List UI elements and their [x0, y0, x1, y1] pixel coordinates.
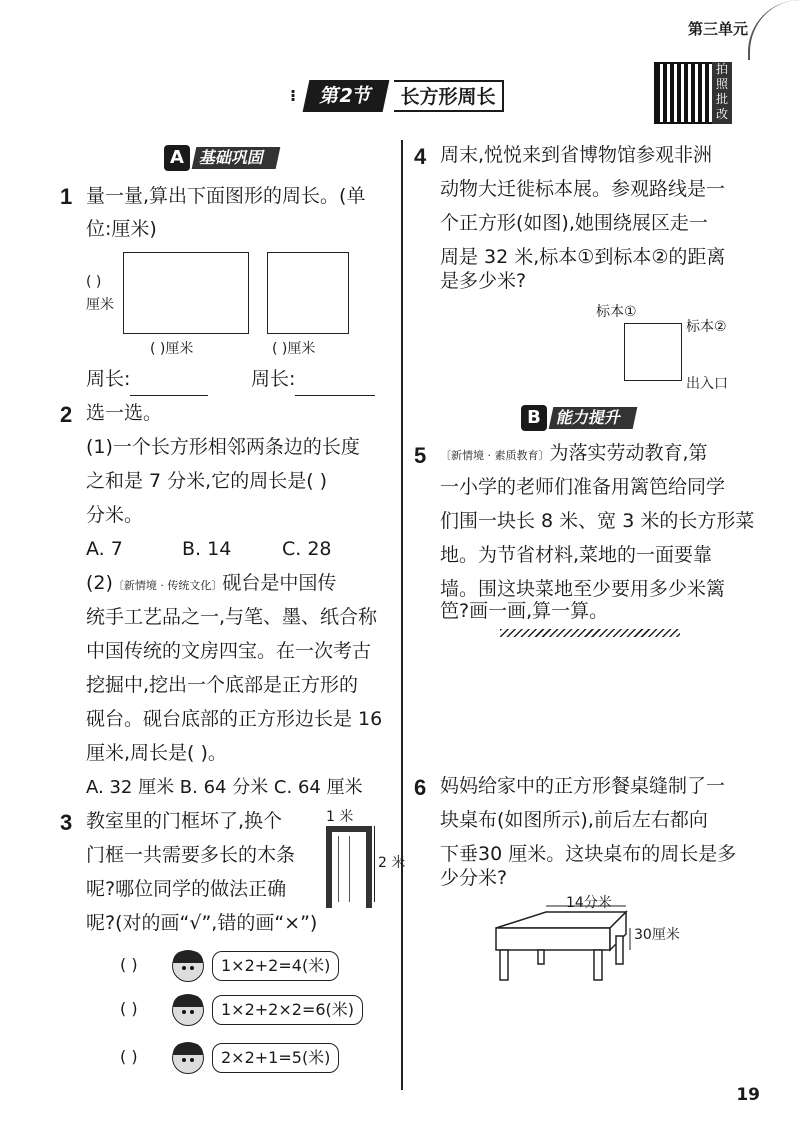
part-b-title: 能力提升 — [549, 407, 638, 429]
part-a-letter: A — [164, 145, 190, 171]
student-avatar-3 — [172, 1042, 204, 1074]
q1-perimeter-answer-2[interactable] — [295, 373, 375, 396]
q1-side-blank[interactable]: ( ) — [86, 274, 102, 290]
unit-label: 第三单元 — [687, 20, 748, 38]
q1-perimeter-label: 周长: — [86, 368, 131, 390]
q4-label-entrance: 出入口 — [686, 376, 728, 392]
q1-rect-blank[interactable]: ( )厘米 — [150, 341, 194, 357]
q2-p2-text: 砚台是中国传 — [222, 572, 337, 594]
part-b-letter: B — [521, 405, 547, 431]
qr-code[interactable] — [654, 62, 716, 124]
q2-p2-line5: 砚台。砚台底部的正方形边长是 16 — [86, 708, 383, 730]
q4-label-specimen-2: 标本② — [686, 319, 727, 335]
q2-p2-line6: 厘米,周长是( )。 — [86, 742, 227, 764]
q2-number: 2 — [60, 402, 73, 427]
section-number: 第2节 — [303, 80, 390, 112]
q5-line2: 一小学的老师们准备用篱笆给同学 — [440, 476, 726, 498]
q2-p1-option-b[interactable]: B. 14 — [182, 538, 232, 560]
door-width-label: 1 米 — [326, 809, 354, 825]
q4-label-specimen-1: 标本① — [596, 304, 637, 320]
q1-side-unit: 厘米 — [86, 297, 114, 313]
q5-line6: 笆?画一画,算一算。 — [440, 600, 609, 622]
q4-line2: 动物大迁徙标本展。参观路线是一 — [440, 178, 726, 200]
q4-route-square — [624, 323, 682, 381]
q1-rectangle — [123, 252, 249, 334]
q3-method-2: 1×2+2×2=6(米) — [212, 995, 363, 1025]
q2-p1-line3: 分米。 — [86, 504, 144, 526]
q4-line3: 个正方形(如图),她围绕展区走一 — [440, 212, 708, 234]
qr-label: 拍照批改 — [712, 62, 732, 124]
part-a-title: 基础巩固 — [192, 147, 281, 169]
q3-answer-blank-3[interactable]: ( ) — [120, 1047, 138, 1066]
q1-text-line2: 位:厘米) — [86, 218, 157, 240]
unit-corner-decoration — [748, 0, 800, 60]
q3-method-1: 1×2+2=4(米) — [212, 951, 339, 981]
q1-square-blank[interactable]: ( )厘米 — [272, 341, 316, 357]
page-number: 19 — [736, 1085, 760, 1105]
door-inner — [338, 836, 350, 902]
q6-line4: 少分米? — [440, 867, 508, 889]
q6-line3: 下垂30 厘米。这块桌布的周长是多 — [440, 843, 737, 865]
section-name: 长方形周长 — [394, 80, 504, 112]
q2-p2-tag: 〔新情境 · 传统文化〕 — [112, 579, 223, 592]
q4-line4: 周是 32 米,标本①到标本②的距离 — [440, 246, 726, 268]
q6-top-dimension: 14分米 — [566, 895, 612, 911]
q2-title: 选一选。 — [86, 402, 163, 424]
door-height-label: 2 米 — [378, 855, 406, 871]
part-b-header — [521, 405, 651, 431]
q3-answer-blank-2[interactable]: ( ) — [120, 999, 138, 1018]
q5-line1-text: 为落实劳动教育,第 — [549, 442, 708, 464]
wall-hatch — [500, 629, 680, 637]
q1-text-line1: 量一量,算出下面图形的周长。(单 — [86, 185, 366, 207]
q5-tag: 〔新情境 · 素质教育〕 — [440, 449, 550, 462]
q3-line2: 门框一共需要多长的木条 — [86, 844, 296, 866]
q1-perimeter-answer-1[interactable] — [130, 373, 208, 396]
q3-answer-blank-1[interactable]: ( ) — [120, 955, 138, 974]
q2-p2-line4: 挖掘中,挖出一个底部是正方形的 — [86, 674, 359, 696]
q3-number: 3 — [60, 810, 73, 835]
q1-number: 1 — [60, 184, 73, 209]
q3-method-3: 2×2+1=5(米) — [212, 1043, 339, 1073]
title-decoration: ⁝ — [290, 86, 297, 105]
student-avatar-2 — [172, 994, 204, 1026]
q2-p1-line2: 之和是 7 分米,它的周长是( ) — [86, 470, 328, 492]
q5-line1 — [440, 437, 708, 472]
q5-number: 5 — [414, 443, 427, 468]
q1-perimeter-row-2 — [251, 363, 375, 396]
q4-number: 4 — [414, 144, 427, 169]
q1-square — [267, 252, 349, 334]
q5-line3: 们围一块长 8 米、宽 3 米的长方形菜 — [440, 510, 755, 532]
q6-side-dimension: 30厘米 — [634, 927, 680, 943]
q1-perimeter-row-1 — [86, 363, 208, 396]
q3-line4: 呢?(对的画“√”,错的画“×”) — [86, 912, 318, 934]
door-height-line — [374, 826, 375, 902]
student-avatar-1 — [172, 950, 204, 982]
q5-line5: 墙。围这块菜地至少要用多少米篱 — [440, 578, 726, 600]
q3-line1: 教室里的门框坏了,换个 — [86, 810, 283, 832]
q4-line1: 周末,悦悦来到省博物馆参观非洲 — [440, 144, 713, 166]
section-title — [306, 80, 506, 112]
q4-line5: 是多少米? — [440, 270, 527, 292]
q6-line2: 块桌布(如图所示),前后左右都向 — [440, 809, 708, 831]
part-a-header — [164, 145, 294, 171]
q5-line4: 地。为节省材料,菜地的一面要靠 — [440, 544, 713, 566]
q2-p2-options[interactable]: A. 32 厘米 B. 64 分米 C. 64 厘米 — [86, 777, 363, 798]
q2-p2-line1 — [86, 567, 336, 602]
column-divider — [401, 140, 403, 1090]
q2-p1-line1: (1)一个长方形相邻两条边的长度 — [86, 436, 360, 458]
q2-p2-line3: 中国传统的文房四宝。在一次考古 — [86, 640, 372, 662]
q6-line1: 妈妈给家中的正方形餐桌缝制了一 — [440, 775, 726, 797]
q6-number: 6 — [414, 775, 427, 800]
q3-line3: 呢?哪位同学的做法正确 — [86, 878, 287, 900]
q1-perimeter-label-2: 周长: — [251, 368, 296, 390]
q2-p2-prefix: (2) — [86, 572, 113, 594]
q2-p1-option-a[interactable]: A. 7 — [86, 538, 123, 560]
q2-p2-line2: 统手工艺品之一,与笔、墨、纸合称 — [86, 606, 378, 628]
q2-p1-option-c[interactable]: C. 28 — [282, 538, 332, 560]
